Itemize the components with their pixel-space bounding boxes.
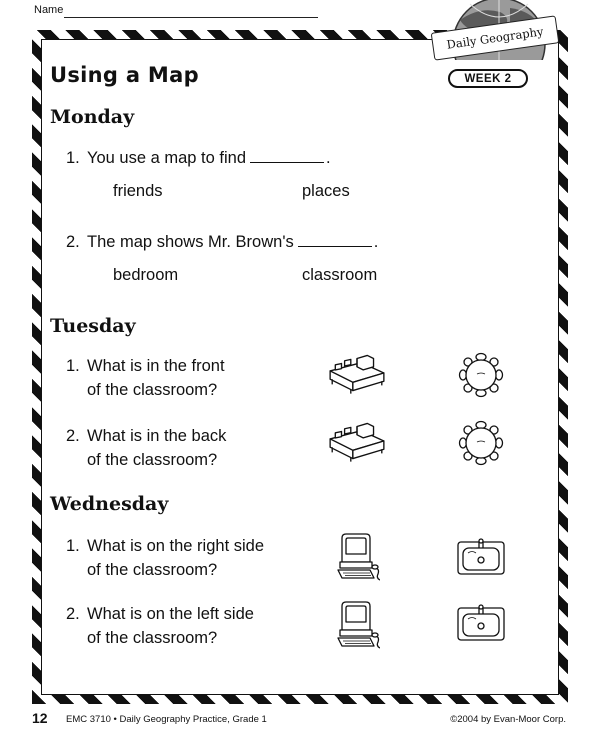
question-number: 2. xyxy=(66,233,80,251)
choice-friends[interactable]: friends xyxy=(113,182,163,200)
copyright: ©2004 by Evan-Moor Corp. xyxy=(450,714,566,725)
choice-classroom[interactable]: classroom xyxy=(302,266,378,284)
round-table-icon[interactable] xyxy=(456,350,506,400)
name-line xyxy=(64,17,318,18)
question-line-2: of the classroom? xyxy=(87,381,218,399)
question-line-1: What is on the left side xyxy=(87,605,254,623)
book-info: EMC 3710 • Daily Geography Practice, Grade 1 xyxy=(66,714,267,725)
week-badge: WEEK 2 xyxy=(448,69,528,88)
round-table-icon[interactable] xyxy=(456,418,506,468)
computer-icon[interactable] xyxy=(334,600,380,652)
tuesday-question-1 xyxy=(66,354,225,402)
question-period: . xyxy=(326,149,331,167)
question-number: 1. xyxy=(66,357,80,375)
question-period: . xyxy=(373,233,379,251)
monday-question-1 xyxy=(66,146,331,170)
page-number: 12 xyxy=(32,710,48,726)
wednesday-question-1 xyxy=(66,534,264,582)
wednesday-heading: Wednesday xyxy=(50,493,169,515)
daily-geography-banner: Daily Geography xyxy=(431,15,560,60)
question-line-2: of the classroom? xyxy=(87,451,218,469)
question-number: 2. xyxy=(66,605,80,623)
question-line-1: What is on the right side xyxy=(87,537,265,555)
computer-icon[interactable] xyxy=(334,532,380,584)
tuesday-heading: Tuesday xyxy=(50,315,136,337)
question-line-2: of the classroom? xyxy=(87,629,218,647)
question-number: 1. xyxy=(66,149,80,167)
tuesday-question-2 xyxy=(66,424,226,472)
question-text: The map shows Mr. Brown's xyxy=(87,233,294,251)
question-number: 2. xyxy=(66,427,80,445)
question-line-1: What is in the back xyxy=(87,427,227,445)
answer-blank[interactable] xyxy=(250,150,324,163)
page-title: Using a Map xyxy=(50,63,199,87)
name-label: Name xyxy=(34,4,64,16)
question-line-1: What is in the front xyxy=(87,357,225,375)
choice-places[interactable]: places xyxy=(302,182,350,200)
monday-question-2 xyxy=(66,230,378,254)
monday-heading: Monday xyxy=(50,106,135,128)
question-line-2: of the classroom? xyxy=(87,561,218,579)
wednesday-question-2 xyxy=(66,602,254,650)
teacher-desk-icon[interactable] xyxy=(326,350,388,396)
sink-icon[interactable] xyxy=(456,538,506,578)
sink-icon[interactable] xyxy=(456,604,506,644)
choice-bedroom[interactable]: bedroom xyxy=(113,266,179,284)
answer-blank[interactable] xyxy=(298,234,372,247)
question-number: 1. xyxy=(66,537,80,555)
teacher-desk-icon[interactable] xyxy=(326,418,388,464)
question-text: You use a map to find xyxy=(87,149,247,167)
